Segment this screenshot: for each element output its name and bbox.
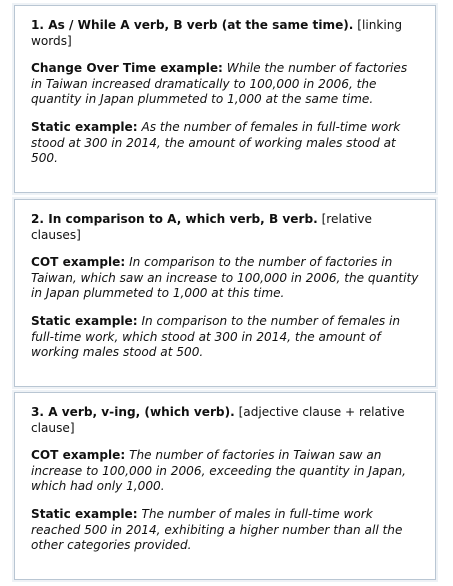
example-text: The number of males in full-time work reached 500 in 2014, exhibiting a higher number than all the other categories provided. xyxy=(31,506,403,553)
static-example xyxy=(31,314,419,361)
static-example xyxy=(31,120,419,167)
structure-heading xyxy=(31,405,419,436)
change-over-time-example xyxy=(31,61,419,108)
example-text: The number of factories in Taiwan saw an increase to 100,000 in 2006, exceeding the quantity in Japan, which had only 1,000. xyxy=(31,448,407,494)
structure-note: [linking words] xyxy=(31,18,403,48)
structure-formula: 2. In comparison to A, which verb, B verb. xyxy=(31,212,318,226)
example-label: Static example: xyxy=(31,313,138,328)
structure-heading xyxy=(31,212,419,243)
structure-formula: 1. As / While A verb, B verb (at the same time). xyxy=(31,18,354,32)
example-text: While the number of factories in Taiwan increased dramatically to 100,000 in 2006, the quantity in Japan plummeted to 1,000 at the same time. xyxy=(31,61,408,107)
structure-box-1 xyxy=(14,5,436,193)
example-label: COT example: xyxy=(31,448,126,463)
structure-formula: 3. A verb, v-ing, (which verb). xyxy=(31,405,235,419)
cot-example xyxy=(31,448,419,495)
example-text: In comparison to the number of females in full-time work, which stood at 300 in 2014, the amount of working males stood at 500. xyxy=(31,313,401,360)
structure-box-3 xyxy=(14,392,436,580)
cot-example xyxy=(31,255,419,302)
example-label: Change Over Time example: xyxy=(31,61,223,76)
structure-box-2 xyxy=(14,199,436,387)
structure-note: [relative clauses] xyxy=(31,212,372,242)
example-label: Static example: xyxy=(31,506,138,521)
structure-heading xyxy=(31,18,419,49)
example-label: Static example: xyxy=(31,119,138,134)
example-text: As the number of females in full-time work stood at 300 in 2014, the amount of working males stood at 500. xyxy=(31,119,401,166)
static-example xyxy=(31,507,419,554)
structure-note: [adjective clause + relative clause] xyxy=(31,405,405,435)
example-text: In comparison to the number of factories in Taiwan, which saw an increase to 100,000 in 2006, the quantity in Japan plummeted to 1,000 at this time. xyxy=(31,255,419,301)
example-label: COT example: xyxy=(31,255,126,270)
